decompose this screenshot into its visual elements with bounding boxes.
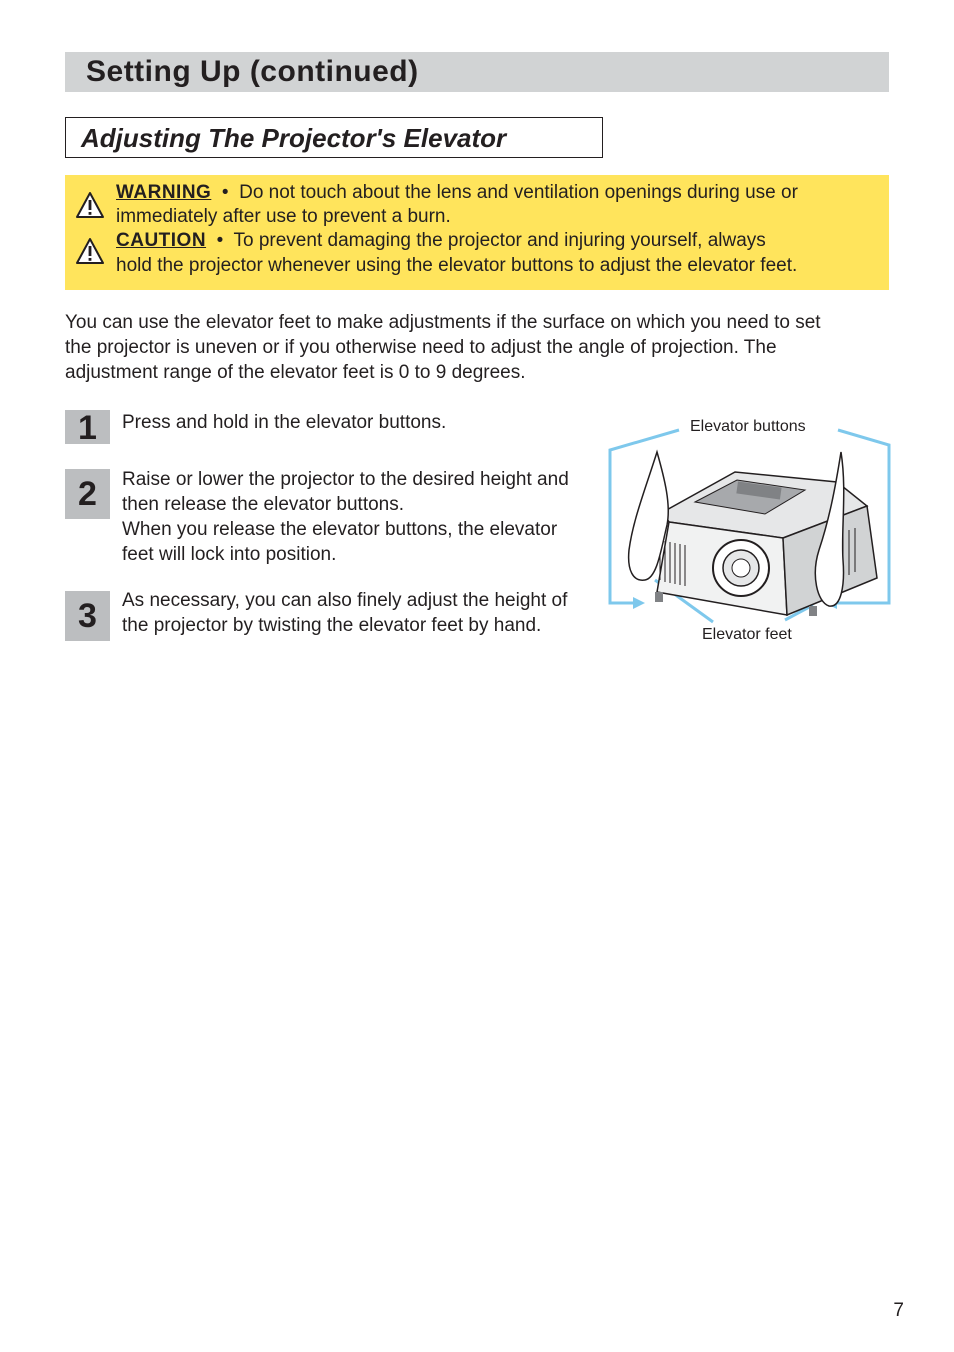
caution-text-1: To prevent damaging the projector and injuring yourself, always bbox=[233, 230, 766, 251]
section-heading-box bbox=[65, 117, 603, 158]
warning-bullet: • bbox=[221, 182, 229, 203]
step-2-line-1: Raise or lower the projector to the desired height and bbox=[122, 469, 569, 490]
section-title: Adjusting The Projector's Elevator bbox=[81, 123, 507, 153]
warning-label: WARNING bbox=[116, 182, 212, 203]
step-3-line-2: the projector by twisting the elevator feet by hand. bbox=[122, 615, 542, 636]
caution-label: CAUTION bbox=[116, 230, 207, 251]
intro-line-3: adjustment range of the elevator feet is 0 to 9 degrees. bbox=[65, 362, 526, 383]
warning-line-1 bbox=[116, 181, 798, 205]
page-header-bar bbox=[65, 52, 889, 92]
warning-triangle-icon bbox=[75, 191, 105, 219]
step-3-line-1: As necessary, you can also finely adjust the height of bbox=[122, 590, 568, 611]
label-elevator-buttons: Elevator buttons bbox=[690, 418, 806, 435]
projector-illustration bbox=[605, 410, 895, 650]
step-3-badge: 3 bbox=[65, 591, 110, 641]
intro-line-1: You can use the elevator feet to make adjustments if the surface on which you need to set bbox=[65, 312, 821, 333]
step-2-line-2: then release the elevator buttons. bbox=[122, 494, 405, 515]
caution-bullet: • bbox=[216, 230, 224, 251]
intro-line-2: the projector is uneven or if you otherwise need to adjust the angle of projection. The bbox=[65, 337, 777, 358]
caution-triangle-icon bbox=[75, 237, 105, 265]
step-1-badge: 1 bbox=[65, 410, 110, 444]
page-number: 7 bbox=[893, 1300, 904, 1321]
projector-figure bbox=[605, 410, 895, 650]
step-2-line-4: feet will lock into position. bbox=[122, 544, 337, 565]
warning-line-2: immediately after use to prevent a burn. bbox=[116, 206, 451, 227]
label-elevator-feet: Elevator feet bbox=[702, 626, 792, 643]
page-title: Setting Up (continued) bbox=[86, 55, 419, 88]
caution-line-2: hold the projector whenever using the elevator buttons to adjust the elevator feet. bbox=[116, 255, 798, 276]
step-1-line-1: Press and hold in the elevator buttons. bbox=[122, 412, 447, 433]
step-2-badge: 2 bbox=[65, 469, 110, 519]
caution-line-1 bbox=[116, 229, 766, 253]
warning-text-1: Do not touch about the lens and ventilation openings during use or bbox=[239, 182, 798, 203]
warning-box bbox=[65, 175, 889, 290]
step-2-line-3: When you release the elevator buttons, the elevator bbox=[122, 519, 558, 540]
